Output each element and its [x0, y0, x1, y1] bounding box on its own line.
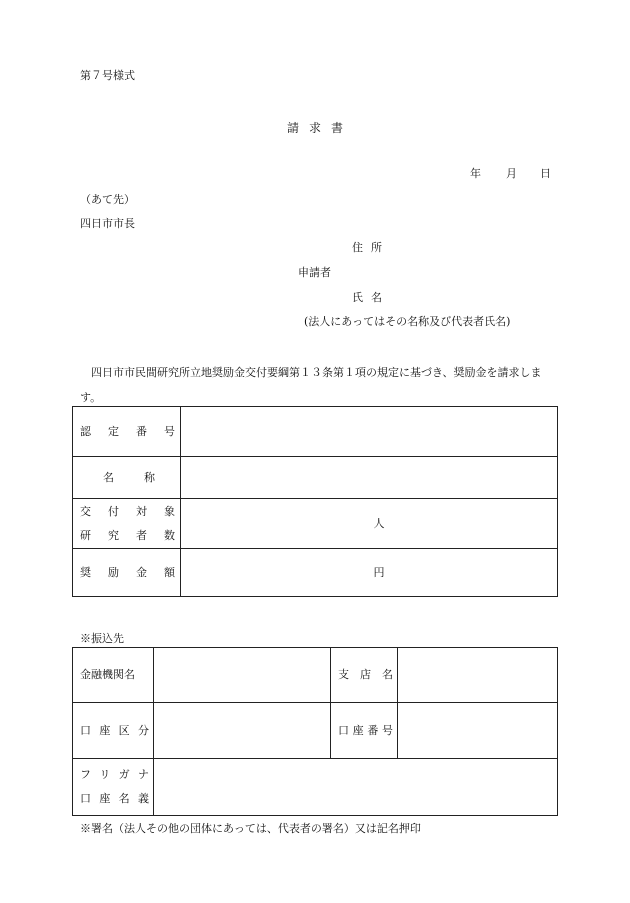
- name-label: 氏名: [352, 291, 390, 304]
- table-row: [73, 499, 558, 549]
- addressee-label: （あて先）: [80, 193, 135, 206]
- cert-number-value[interactable]: [181, 407, 558, 457]
- applicant-label: 申請者: [298, 266, 331, 279]
- date-month: 月: [506, 167, 517, 180]
- name-row-label: 名 称: [73, 457, 181, 499]
- researchers-unit: 人: [373, 516, 385, 530]
- cert-number-label: 認 定 番 号: [73, 407, 181, 457]
- table-row: [73, 549, 558, 597]
- branch-value[interactable]: [398, 648, 558, 703]
- account-type-label: 口 座 区 分: [73, 703, 154, 759]
- account-name-label: フ リ ガ ナ 口 座 名 義: [73, 759, 154, 816]
- amount-value[interactable]: [181, 549, 558, 597]
- bank-name-label: 金融機関名: [73, 648, 154, 703]
- claim-table: [72, 406, 558, 597]
- amount-unit: 円: [373, 565, 385, 579]
- account-type-value[interactable]: [154, 703, 331, 759]
- account-number-label: 口 座 番 号: [331, 703, 398, 759]
- address-label: 住所: [352, 241, 390, 254]
- corporation-note: (法人にあってはその名称及び代表者氏名): [304, 315, 511, 328]
- table-row: [73, 759, 558, 816]
- remittance-table: [72, 647, 558, 816]
- table-row: [73, 407, 558, 457]
- document-title: 請求書: [286, 121, 353, 135]
- branch-label: 支 店 名: [331, 648, 398, 703]
- date-day: 日: [540, 167, 551, 180]
- table-row: [73, 457, 558, 499]
- bank-name-value[interactable]: [154, 648, 331, 703]
- request-statement: 四日市市民間研究所立地奨励金交付要綱第１３条第１項の規定に基づき、奨励金を請求します。: [80, 366, 542, 404]
- amount-label: 奨 励 金 額: [73, 549, 181, 597]
- signature-note: ※署名（法人その他の団体にあっては、代表者の署名）又は記名押印: [80, 822, 421, 835]
- remittance-header: ※振込先: [80, 632, 124, 645]
- account-name-value[interactable]: [154, 759, 558, 816]
- researchers-value[interactable]: [181, 499, 558, 549]
- date-year: 年: [470, 167, 481, 180]
- account-number-value[interactable]: [398, 703, 558, 759]
- table-row: [73, 703, 558, 759]
- addressee-name: 四日市市長: [80, 217, 135, 230]
- researchers-label: 交 付 対 象 研 究 者 数: [73, 499, 181, 549]
- name-value[interactable]: [181, 457, 558, 499]
- table-row: [73, 648, 558, 703]
- form-number: 第７号様式: [80, 69, 135, 82]
